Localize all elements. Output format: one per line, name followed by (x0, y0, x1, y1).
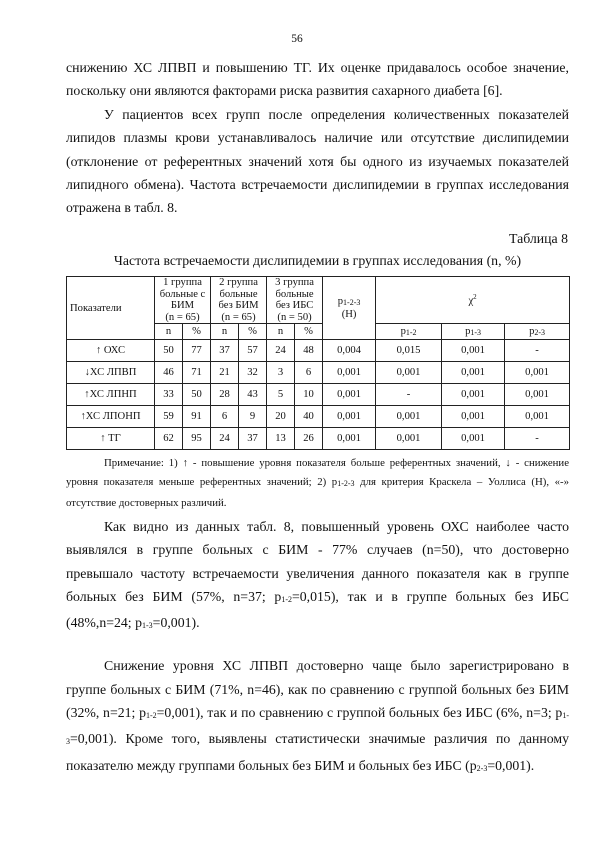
header-indicator: Показатели (67, 277, 155, 340)
table-note: Примечание: 1) ↑ - повышение уровня показателя больше референтных значений, ↓ - снижение уровня показателя меньше референтных значений; 2) р1-2-3 для критерия Краскела – Уоллиса (H), «-» отсутствие достоверных различий. (66, 457, 570, 509)
paragraph-dyslipidemia: У пациентов всех групп после определения количественных показателей липидов плазмы крови устанавливалось наличие или отсутствие дислипидемии (отклонение от референтных значений хотя бы одного из изучаемых показателей липидного обмена). Частота встречаемости дислипидемии в группах исследования отражена в табл. 8. (66, 106, 569, 216)
table-row: ↓ХС ЛПВП 46 71 21 32 3 6 0,001 0,001 0,001 0,001 (67, 362, 570, 384)
header-pct-2: % (239, 324, 267, 340)
header-p123: p1-2-3 (H) (323, 277, 376, 340)
header-group-3: 3 группа больные без ИБС (n = 50) (267, 277, 323, 324)
header-n-2: n (211, 324, 239, 340)
paragraph-ohs: Как видно из данных табл. 8, повышенный уровень ОХС наиболее часто выявлялся в группе больных с БИМ - 77% случаев (n=50), что достоверно превышало частоту встречаемости увеличения данного показателя как в группе больных без БИМ (57%, n=37; $p_{1-2}=0,015$), так и в группе больных без ИБС (48%,n=24; $p_{1-3}=0,001$). (66, 519, 569, 631)
header-n-3: n (267, 324, 295, 340)
header-chi-square: $\chi^2$ (376, 277, 570, 324)
analysis-text (66, 515, 569, 780)
table-row: ↑ХС ЛПНП 33 50 28 43 5 10 0,001 - 0,001 0,001 (67, 384, 570, 406)
paragraph-hdl: Снижение уровня ХС ЛПВП достоверно чаще было зарегистрировано в группе больных с БИМ (71%, n=46), как по сравнению с группой больных без БИМ (32%, n=21; $p_{1-2}=0,001$), так и по сравнению с группой больных без ИБС (6%, n=3; $p_{1-3}=0,001$). Кроме того, выявлены статистически значимые различия по данному показателю между группами больных без БИМ и больных без ИБС $(p_{2-3}=0,001)$. (66, 658, 569, 773)
intro-text (66, 56, 569, 220)
header-p23: p2-3 (505, 324, 570, 340)
intro-line-1: снижению ХС ЛПВП и повышению ТГ. Их оценке придавалось особое значение, (66, 60, 569, 75)
intro-line-2: поскольку они являются факторами риска развития сахарного диабета [6]. (66, 83, 503, 99)
header-pct-3: % (295, 324, 323, 340)
header-group-1: 1 группа больные с БИМ (n = 65) (155, 277, 211, 324)
header-n-1: n (155, 324, 183, 340)
dyslipidemia-table (66, 276, 570, 450)
header-p13: p1-3 (442, 324, 505, 340)
table-title: Частота встречаемости дислипидемии в группах исследования (n, %) (113, 253, 522, 268)
header-p12: p1-2 (376, 324, 442, 340)
header-pct-1: % (183, 324, 211, 340)
header-group-2: 2 группа больные без БИМ (n = 65) (211, 277, 267, 324)
table-label: Таблица 8 (508, 231, 568, 246)
table-row: ↑ ОХС 50 77 37 57 24 48 0,004 0,015 0,001 - (67, 340, 570, 362)
table-row: ↑ ТГ 62 95 24 37 13 26 0,001 0,001 0,001 - (67, 428, 570, 450)
table-row: ↑ХС ЛПОНП 59 91 6 9 20 40 0,001 0,001 0,001 0,001 (67, 406, 570, 428)
page-number: 56 (291, 33, 303, 45)
